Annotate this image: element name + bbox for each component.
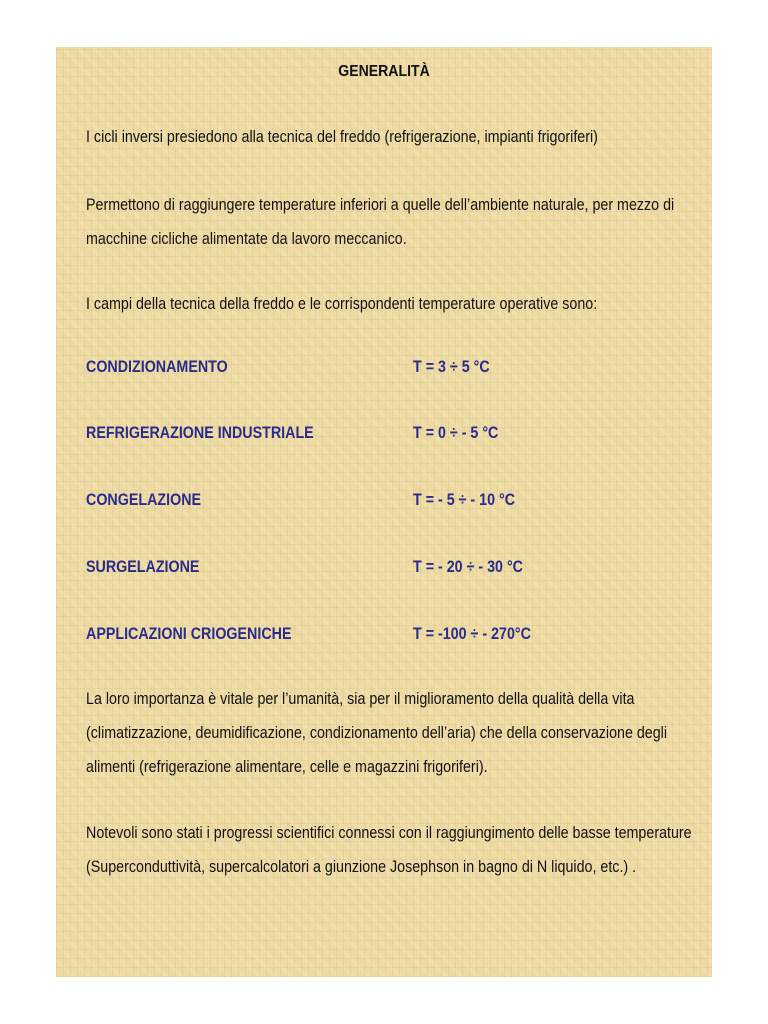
intro-line-3: macchine cicliche alimentate da lavoro meccanico. xyxy=(86,229,407,248)
field-temperature: T = - 5 ÷ - 10 °C xyxy=(413,490,516,509)
progress-line-2: (Superconduttività, supercalcolatori a giunzione Josephson in bagno di N liquido, etc.) . xyxy=(86,857,637,876)
field-name: CONGELAZIONE xyxy=(86,490,202,509)
slide xyxy=(56,47,712,977)
field-temperature: T = 3 ÷ 5 °C xyxy=(413,357,490,376)
field-temperature: T = - 20 ÷ - 30 °C xyxy=(413,557,523,576)
field-name: REFRIGERAZIONE INDUSTRIALE xyxy=(86,423,314,442)
slide-title: GENERALITÀ xyxy=(338,63,430,80)
importance-line-2: (climatizzazione, deumidificazione, condizionamento dell’aria) che della conservazione degli xyxy=(86,723,668,742)
field-temperature: T = 0 ÷ - 5 °C xyxy=(413,423,499,442)
field-temperature: T = -100 ÷ - 270°C xyxy=(413,624,531,643)
intro-line-2: Permettono di raggiungere temperature inferiori a quelle dell’ambiente naturale, per mezzo di xyxy=(86,195,675,214)
importance-line-3: alimenti (refrigerazione alimentare, celle e magazzini frigoriferi). xyxy=(86,757,488,776)
field-name: SURGELAZIONE xyxy=(86,557,200,576)
intro-line-1: I cicli inversi presiedono alla tecnica del freddo (refrigerazione, impianti frigoriferi) xyxy=(86,127,598,146)
progress-line-1: Notevoli sono stati i progressi scientifici connessi con il raggiungimento delle basse temperature xyxy=(86,823,692,842)
importance-line-1: La loro importanza è vitale per l’umanità, sia per il miglioramento della qualità della vita xyxy=(86,689,635,708)
field-name: CONDIZIONAMENTO xyxy=(86,357,228,376)
field-name: APPLICAZIONI CRIOGENICHE xyxy=(86,624,292,643)
intro-line-4: I campi della tecnica della freddo e le corrispondenti temperature operative sono: xyxy=(86,294,598,313)
